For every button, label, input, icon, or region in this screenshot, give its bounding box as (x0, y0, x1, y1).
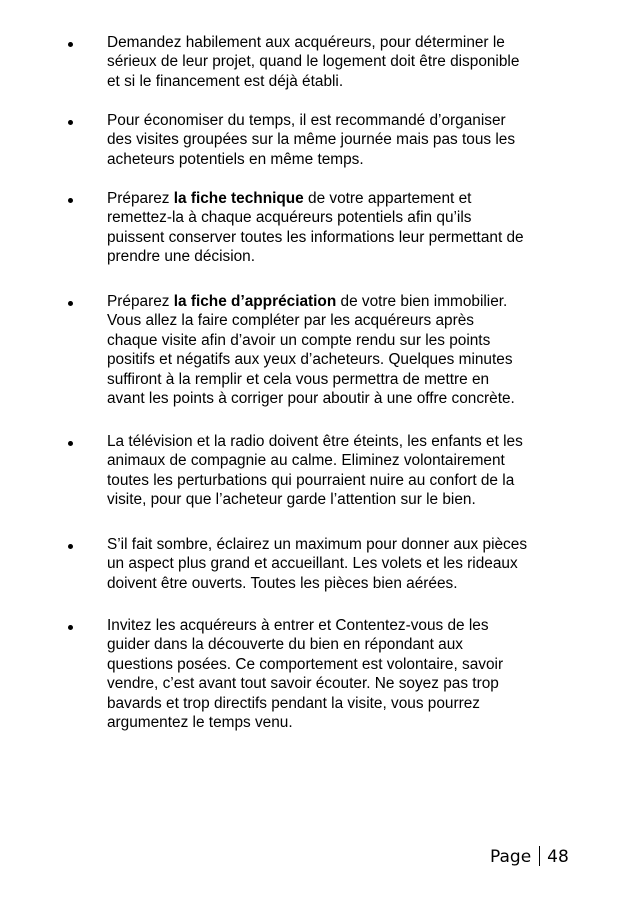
text-run: de votre appartement et remettez-la à chaque acquéreurs potentiels afin qu’ils puissent conserver toutes les informations leur permettant de prendre une décision. (107, 190, 524, 266)
bullet-text: S’il fait sombre, éclairez un maximum pour donner aux pièces un aspect plus grand et accueillant. Les volets et les rideaux doivent être ouverts. Toutes les pièces bien aérées. (107, 536, 528, 592)
bullet-text: Invitez les acquéreurs à entrer et Contentez-vous de les guider dans la découverte du bien en répondant aux questions posées. Ce comportement est volontaire, savoir vendre, c’est avant tout savoir écouter. Ne soyez pas trop bavards et trop directifs pendant la visite, vous pourrez argumentez le temps venu. (107, 617, 504, 732)
bullet-dot (68, 301, 73, 306)
page-number: 48 (547, 847, 569, 867)
bullet-dot (68, 198, 73, 203)
text-run: Préparez (107, 190, 174, 207)
bullet-dot (68, 42, 73, 47)
bullet-dot (68, 625, 73, 630)
emphasis-text: la fiche d’appréciation (173, 293, 337, 310)
bullet-text (107, 189, 582, 267)
text-run: de votre bien immobilier. Vous allez la faire compléter par les acquéreurs après chaque visite afin d’avoir un compte rendu sur les points positifs et négatifs aux yeux d’acheteurs. Quelques minutes suffiront à la remplir et cela vous permettra de mettre en avant les points à corriger pour aboutir à une offre concrète. (107, 293, 515, 408)
bullet-dot (68, 544, 73, 549)
page-footer (490, 846, 569, 868)
bullet-text: Pour économiser du temps, il est recommandé d’organiser des visites groupées sur la même journée mais pas tous les acheteurs potentiels en même temps. (107, 112, 516, 168)
bullet-text: La télévision et la radio doivent être éteints, les enfants et les animaux de compagnie au calme. Eliminez volontairement toutes les perturbations qui pourraient nuire au confort de la visite, pour que l’acheteur garde l’attention sur le bien. (107, 433, 523, 509)
bullet-dot (68, 441, 73, 446)
text-run: Préparez (107, 293, 174, 310)
footer-separator (539, 846, 540, 866)
emphasis-text: la fiche technique (173, 190, 304, 207)
bullet-dot (68, 120, 73, 125)
page-label: Page (490, 847, 532, 867)
bullet-text (107, 292, 582, 408)
bullet-text: Demandez habilement aux acquéreurs, pour déterminer le sérieux de leur projet, quand le logement doit être disponible et si le financement est déjà établi. (107, 34, 520, 90)
